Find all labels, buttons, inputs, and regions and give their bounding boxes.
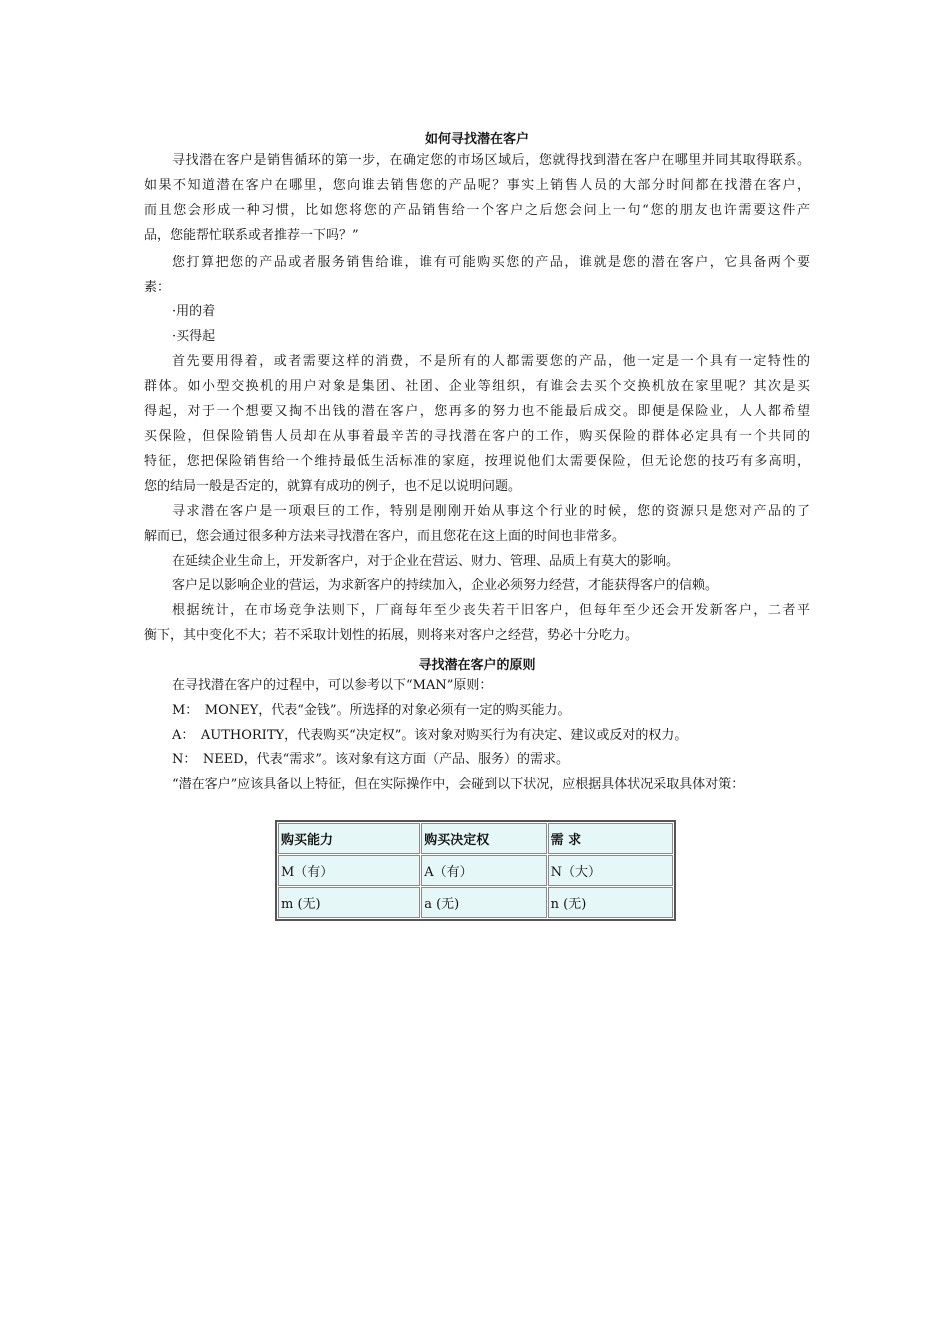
paragraph-line: 您的结局一般是否定的，就算有成功的例子，也不足以说明问题。 — [144, 479, 522, 494]
paragraph-line: 在寻找潜在客户的过程中，可以参考以下“MAN”原则： — [172, 678, 493, 693]
table-cell: A（有） — [421, 855, 546, 886]
table-header-cell: 购买决定权 — [421, 823, 546, 854]
paragraph-line: 您打算把您的产品或者服务销售给谁，谁有可能购买您的产品，谁就是您的潜在客户，它具备两个要 — [172, 255, 810, 270]
man-authority-line: A： AUTHORITY，代表购买“决定权”。该对象对购买行为有决定、建议或反对的权力。 — [172, 728, 688, 743]
paragraph-line: “潜在客户”应该具备以上特征，但在实际操作中，会碰到以下状况，应根据具体状况采取具体对策： — [172, 777, 745, 792]
document-title: 如何寻找潜在客户 — [424, 132, 529, 147]
paragraph-line: 解而已，您会通过很多种方法来寻找潜在客户，而且您花在这上面的时间也非常多。 — [144, 529, 626, 544]
paragraph-line: 群体。如小型交换机的用户对象是集团、社团、企业等组织，有谁会去买个交换机放在家里呢？其次是买 — [144, 379, 810, 394]
table-header-cell: 购买能力 — [278, 823, 420, 854]
man-need-line: N： NEED，代表“需求”。该对象有这方面（产品、服务）的需求。 — [172, 752, 569, 767]
table-cell: a (无) — [421, 887, 546, 918]
paragraph-line: 寻找潜在客户是销售循环的第一步，在确定您的市场区域后，您就得找到潜在客户在哪里并同其取得联系。 — [172, 153, 810, 168]
paragraph-line: 寻求潜在客户是一项艰巨的工作，特别是刚刚开始从事这个行业的时候，您的资源只是您对产品的了 — [172, 504, 810, 519]
paragraph-line: 根据统计，在市场竞争法则下，厂商每年至少丧失若干旧客户，但每年至少还会开发新客户，二者平 — [172, 603, 810, 618]
paragraph-line: 如果不知道潜在客户在哪里，您向谁去销售您的产品呢？事实上销售人员的大部分时间都在找潜在客户， — [144, 178, 810, 193]
table-cell: N（大） — [548, 855, 673, 886]
bullet-item: ·用的着 — [172, 304, 216, 319]
table-cell: M（有） — [278, 855, 420, 886]
paragraph-line: 客户足以影响企业的营运，为求新客户的持续加入，企业必须努力经营，才能获得客户的信赖。 — [172, 578, 719, 593]
bullet-item: ·买得起 — [172, 329, 216, 344]
paragraph-line: 买保险，但保险销售人员却在从事着最辛苦的寻找潜在客户的工作，购买保险的群体必定具有一个共同的 — [144, 429, 810, 444]
paragraph-line: 而且您会形成一种习惯，比如您将您的产品销售给一个客户之后您会问上一句“您的朋友也许需要这件产 — [144, 203, 810, 218]
paragraph-line: 得起，对于一个想要又掏不出钱的潜在客户，您再多的努力也不能最后成交。即便是保险业，人人都希望 — [144, 404, 810, 419]
paragraph-line: 特征，您把保险销售给一个维持最低生活标准的家庭，按理说他们太需要保险，但无论您的技巧有多高明， — [144, 454, 810, 469]
table-cell: m (无) — [278, 887, 420, 918]
section-subtitle: 寻找潜在客户的原则 — [418, 658, 536, 673]
table-row — [278, 887, 673, 918]
table-header-row — [278, 823, 673, 854]
table-row — [278, 855, 673, 886]
paragraph-line: 衡下，其中变化不大；若不采取计划性的拓展，则将来对客户之经营，势必十分吃力。 — [144, 628, 639, 643]
table-cell: n (无) — [548, 887, 673, 918]
paragraph-line: 素： — [144, 280, 171, 295]
man-money-line: M： MONEY，代表“金钱”。所选择的对象必须有一定的购买能力。 — [172, 703, 571, 718]
paragraph-line: 在延续企业生命上，开发新客户，对于企业在营运、财力、管理、品质上有莫大的影响。 — [172, 554, 680, 569]
table-header-cell: 需 求 — [548, 823, 673, 854]
paragraph-line: 品，您能帮忙联系或者推荐一下吗？” — [144, 228, 359, 243]
man-table — [275, 820, 676, 921]
paragraph-line: 首先要用得着，或者需要这样的消费，不是所有的人都需要您的产品，他一定是一个具有一定特性的 — [172, 354, 810, 369]
man-table-grid — [277, 822, 674, 919]
